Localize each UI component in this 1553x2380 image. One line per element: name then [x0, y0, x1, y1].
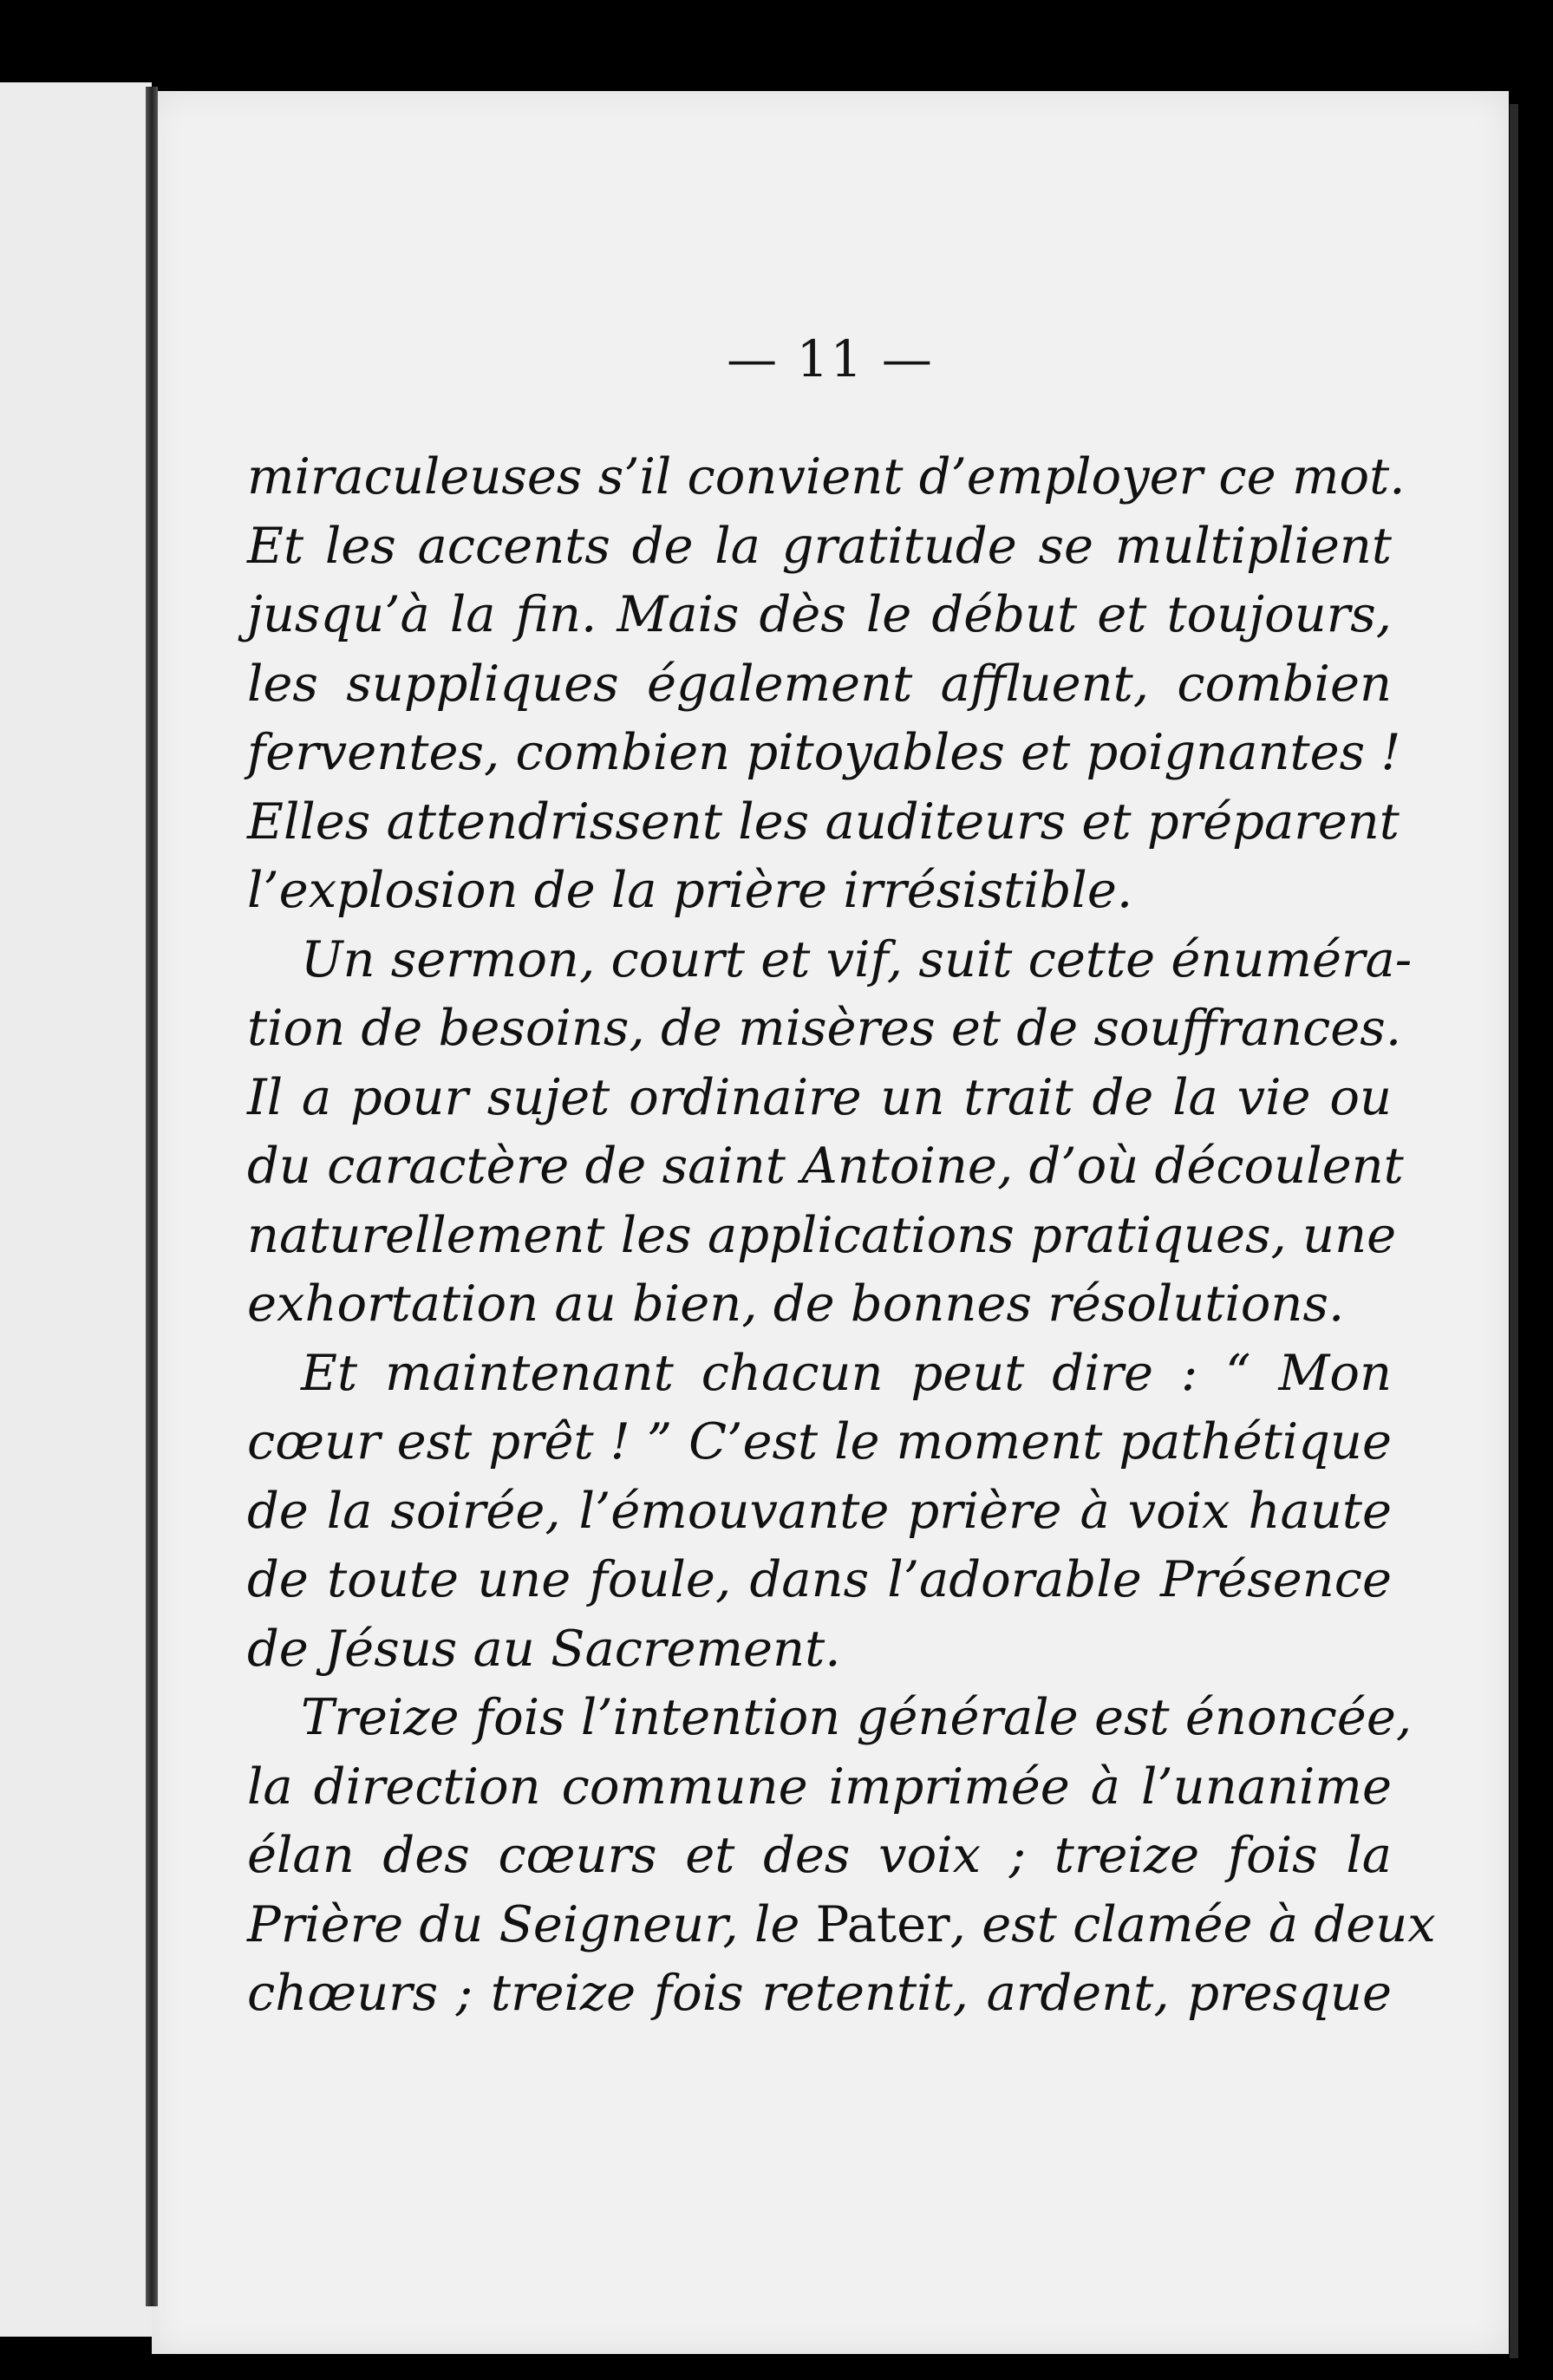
text-line-mixed: [247, 1890, 1436, 1959]
text-segment: , est clamée à deux: [949, 1894, 1436, 1953]
text-line: Un sermon, court et vif, suit cette énuméra-: [301, 929, 1413, 988]
text-line: de Jésus au Sacrement.: [247, 1619, 841, 1678]
text-line: de la soirée, l’émouvante prière à voix haute: [247, 1481, 1392, 1540]
text-line: naturellement les applications pratiques, une: [247, 1205, 1397, 1264]
text-line: l’explosion de la prière irrésistible.: [247, 861, 1133, 919]
text-line: du caractère de saint Antoine, d’où découlent: [247, 1137, 1404, 1195]
book-page: [152, 91, 1509, 2354]
text-line: cœur est prêt ! ” C’est le moment pathétique: [247, 1412, 1392, 1470]
text-line: la direction commune imprimée à l’unanime: [247, 1757, 1392, 1816]
text-line: de toute une foule, dans l’adorable Présence: [247, 1550, 1392, 1608]
text-line: Treize fois l’intention générale est énoncée,: [301, 1688, 1413, 1746]
text-line: Et maintenant chacun peut dire : “ Mon: [301, 1343, 1392, 1402]
text-line: ferventes, combien pitoyables et poignantes !: [247, 723, 1401, 781]
facing-page-edge: [0, 82, 152, 2337]
text-segment-upright: Pater: [815, 1894, 950, 1953]
text-line: chœurs ; treize fois retentit, ardent, presque: [247, 1964, 1392, 2022]
text-line: les suppliques également affluent, combien: [247, 654, 1392, 713]
text-line: élan des cœurs et des voix ; treize fois la: [247, 1826, 1392, 1884]
text-line: Il a pour sujet ordinaire un trait de la vie ou: [247, 1067, 1392, 1126]
text-line: tion de besoins, de misères et de souffrances.: [247, 999, 1402, 1057]
page-number: — 11 —: [727, 329, 934, 388]
text-line: Elles attendrissent les auditeurs et préparent: [247, 792, 1400, 851]
text-line: miraculeuses s’il convient d’employer ce mot.: [247, 447, 1406, 505]
binding-gutter: [146, 87, 158, 2306]
text-line: Et les accents de la gratitude se multiplient: [247, 516, 1392, 575]
text-line: jusqu’à la fin. Mais dès le début et toujours,: [247, 585, 1392, 643]
text-segment: Prière du Seigneur, le: [247, 1894, 800, 1953]
body-text: [247, 442, 1436, 2028]
page-right-edge: [1510, 104, 1518, 2358]
text-line: exhortation au bien, de bonnes résolutions.: [247, 1275, 1345, 1333]
